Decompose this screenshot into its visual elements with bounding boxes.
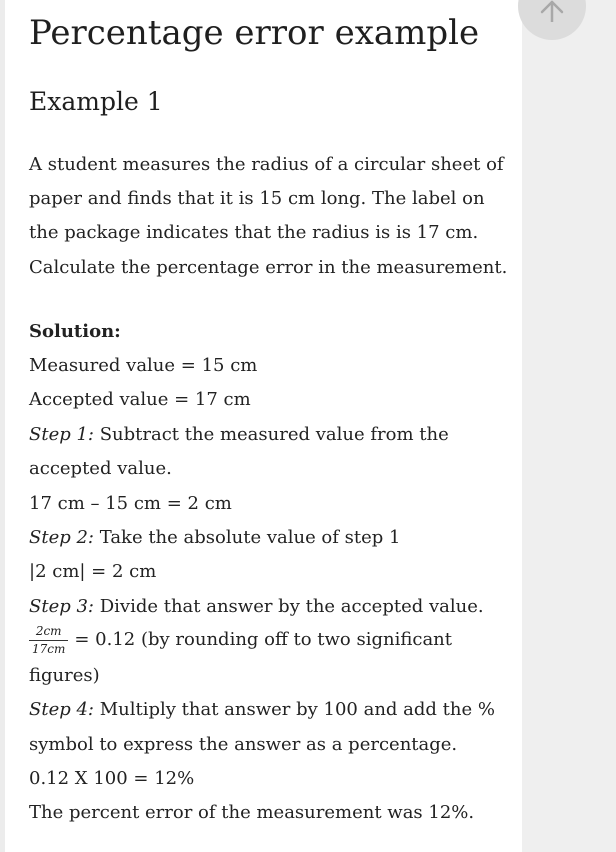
fraction [29, 624, 68, 657]
fraction-numerator: 2cm [29, 624, 68, 641]
step-3-continued: figures) [29, 665, 100, 686]
fraction-denominator: 17cm [32, 641, 66, 656]
sidebar [522, 0, 616, 852]
step-3 [29, 590, 484, 624]
step-1-label: Step 1: [29, 424, 94, 445]
step-3-text: Divide that answer by the accepted value. [93, 596, 484, 617]
step-1-continued: accepted value. [29, 458, 172, 479]
step-2 [29, 521, 400, 555]
problem-line: paper and finds that it is 15 cm long. The label on [29, 188, 485, 209]
step-4-text: Multiply that answer by 100 and add the % [93, 699, 495, 720]
step-1 [29, 418, 449, 452]
problem-line: Calculate the percentage error in the measurement. [29, 257, 508, 278]
page-title: Percentage error example [29, 13, 480, 53]
step-1-result: 17 cm – 15 cm = 2 cm [29, 493, 232, 514]
arrow-up-icon [538, 0, 566, 22]
measured-value: Measured value = 15 cm [29, 355, 258, 376]
article-content [5, 0, 522, 852]
accepted-value: Accepted value = 17 cm [29, 389, 251, 410]
step-3-label: Step 3: [29, 596, 94, 617]
step-4-result: 0.12 X 100 = 12% [29, 768, 195, 789]
problem-line: the package indicates that the radius is is 17 cm. [29, 222, 479, 243]
step-2-label: Step 2: [29, 527, 94, 548]
problem-line: A student measures the radius of a circular sheet of [29, 154, 504, 175]
solution-label: Solution: [29, 321, 121, 342]
step-3-result: = 0.12 (by rounding off to two significant [74, 629, 453, 650]
step-2-text: Take the absolute value of step 1 [93, 527, 401, 548]
example-heading: Example 1 [29, 87, 163, 116]
step-3-equation [29, 623, 452, 657]
step-1-text: Subtract the measured value from the [93, 424, 449, 445]
conclusion: The percent error of the measurement was 12%. [29, 802, 475, 823]
step-4-label: Step 4: [29, 699, 94, 720]
step-4 [29, 693, 495, 727]
step-2-result: |2 cm| = 2 cm [29, 561, 157, 582]
step-4-continued: symbol to express the answer as a percentage. [29, 734, 458, 755]
